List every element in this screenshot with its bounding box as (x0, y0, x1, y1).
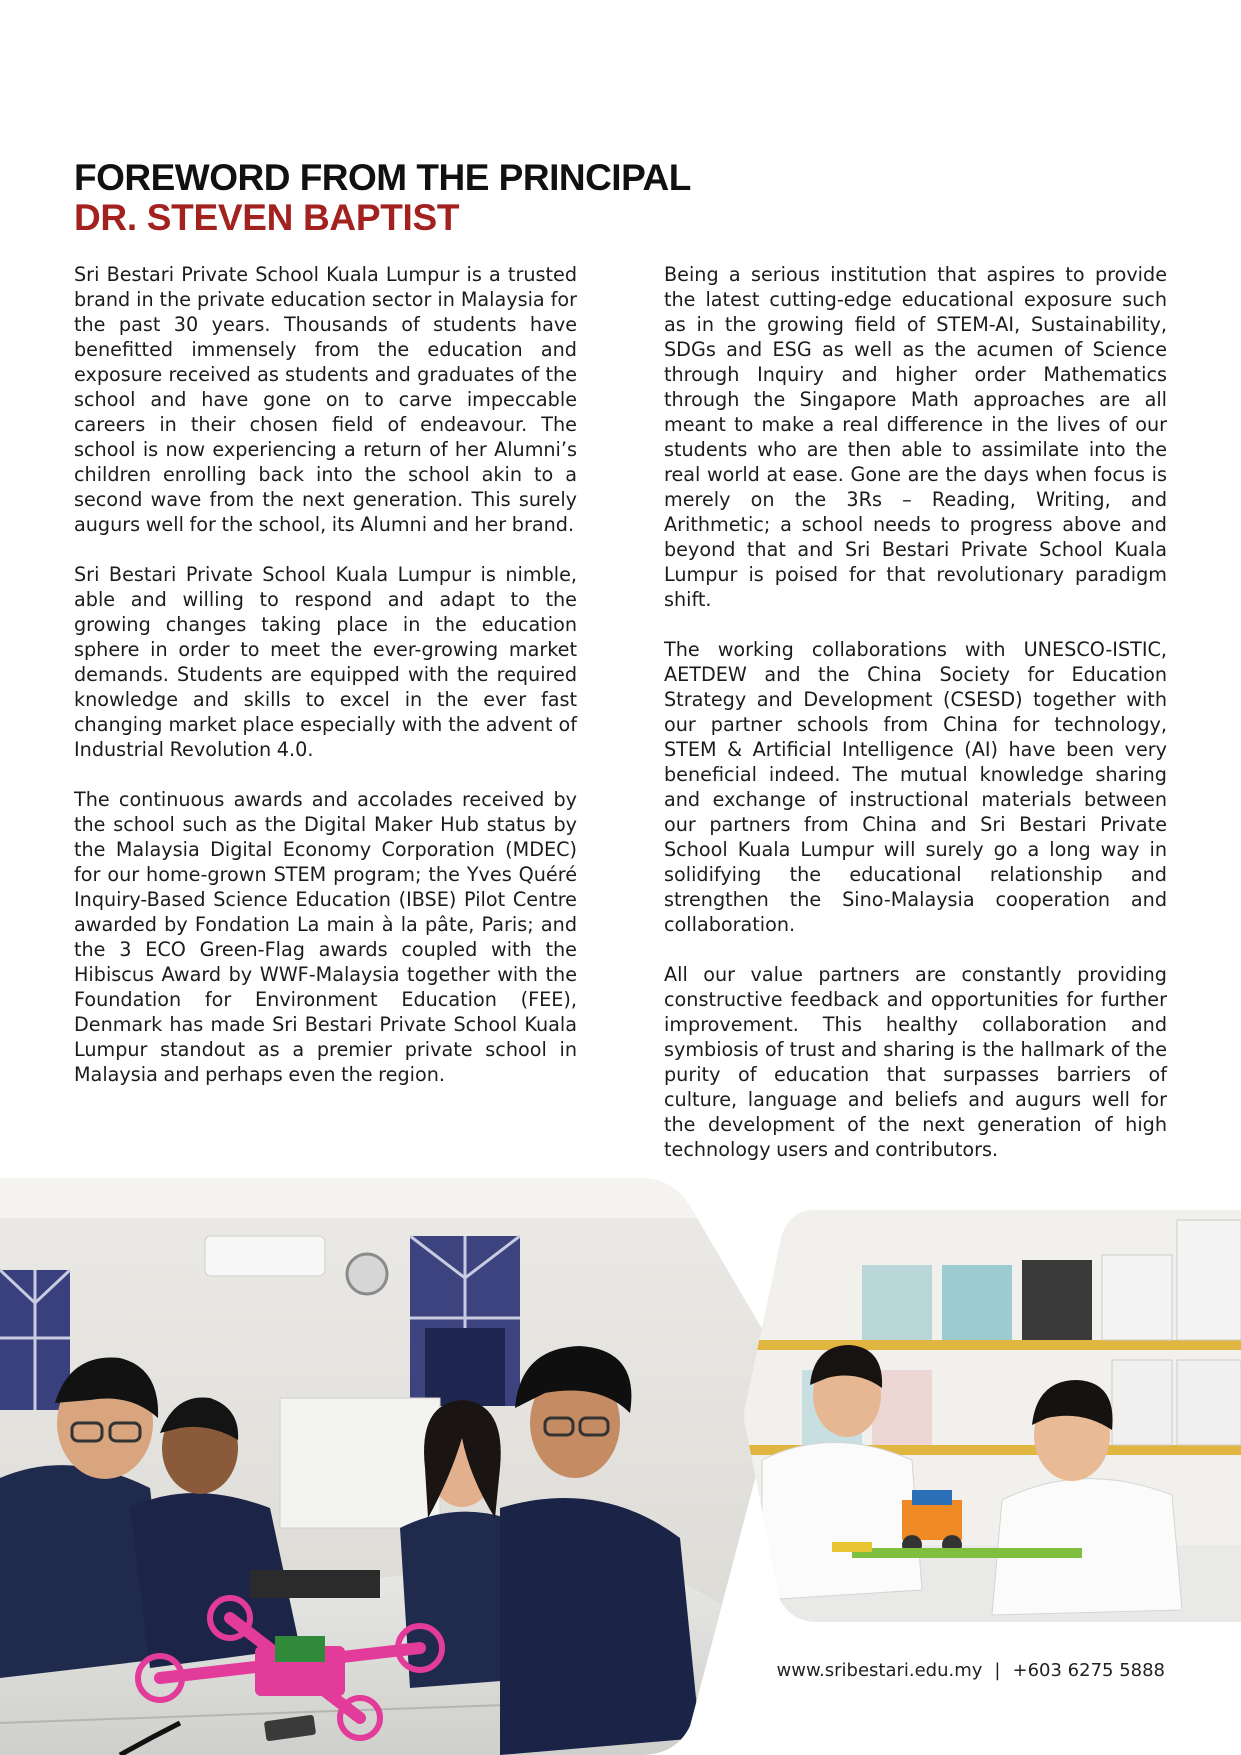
footer-contact (777, 1660, 1166, 1681)
website-link[interactable]: www.sribestari.edu.my (776, 1660, 983, 1681)
window-left (0, 1270, 70, 1410)
foreword-header (74, 158, 691, 238)
students-drone-photo (0, 1178, 780, 1755)
students-robot-photo (742, 1210, 1241, 1622)
window-center (410, 1236, 520, 1406)
paragraph: Being a serious institution that aspires to provide the latest cutting-edge educational exposure such as in the growing field of STEM-AI, Sustainability, SDGs and ESG as well as the acumen of Science through Inquiry and higher order Mathematics through the Singapore Math approaches are all meant to make a real difference in the lives of our students who are then able to assimilate into the real world at ease. Gone are the days when focus is merely on the 3Rs – Reading, Writing, and Arithmetic; a school needs to progress above and beyond that and Sri Bestari Private School Kuala Lumpur is poised for that revolutionary paradigm shift. (664, 263, 1167, 611)
paragraph: The continuous awards and accolades received by the school such as the Digital Maker Hub status by the Malaysia Digital Economy Corporation (MDEC) for our home-grown STEM program; the Yves Quéré Inquiry-Based Science Education (IBSE) Pilot Centre awarded by Fondation La main à la pâte, Paris; and the 3 ECO Green-Flag awards coupled with the Hibiscus Award by WWF-Malaysia together with the Foundation for Environment Education (FEE), Denmark has made Sri Bestari Private School Kuala Lumpur standout as a premier private school in Malaysia and perhaps even the region. (74, 788, 577, 1086)
paragraph: Sri Bestari Private School Kuala Lumpur is nimble, able and willing to respond and adapt to the growing changes taking place in the education sphere in order to meet the ever-growing market demands. Students are equipped with the required knowledge and skills to excel in the ever fast changing market place especially with the advent of Industrial Revolution 4.0. (74, 563, 577, 761)
paragraph: All our value partners are constantly providing constructive feedback and opportunities for further improvement. This healthy collaboration and symbiosis of trust and sharing is the hallmark of the purity of education that surpasses barriers of culture, language and beliefs and augurs well for the development of the next generation of high technology users and contributors. (664, 963, 1167, 1161)
phone-number: +603 6275 5888 (1012, 1660, 1165, 1681)
paragraph: Sri Bestari Private School Kuala Lumpur is a trusted brand in the private education sector in Malaysia for the past 30 years. Thousands of students have benefitted immensely from the education and exposure received as students and graduates of the school and have gone on to carve impeccable careers in their chosen field of endeavour. The school is now experiencing a return of her Alumni’s children enrolling back into the school akin to a second wave from the next generation. This surely augurs well for the school, its Alumni and her brand. (74, 263, 577, 536)
footer-separator: | (994, 1660, 1001, 1681)
left-text-column (74, 262, 577, 1112)
right-text-column (664, 262, 1167, 1187)
page-title: FOREWORD FROM THE PRINCIPAL (74, 157, 691, 198)
paragraph: The working collaborations with UNESCO-ISTIC, AETDEW and the China Society for Education Strategy and Development (CSESD) together with our partner schools from China for technology, STEM & Artificial Intelligence (AI) have been very beneficial indeed. The mutual knowledge sharing and exchange of instructional materials between our partners from China and Sri Bestari Private School Kuala Lumpur will surely go a long way in solidifying the educational relationship and strengthen the Sino-Malaysia cooperation and collaboration. (664, 638, 1167, 936)
principal-name: DR. STEVEN BAPTIST (74, 197, 460, 238)
